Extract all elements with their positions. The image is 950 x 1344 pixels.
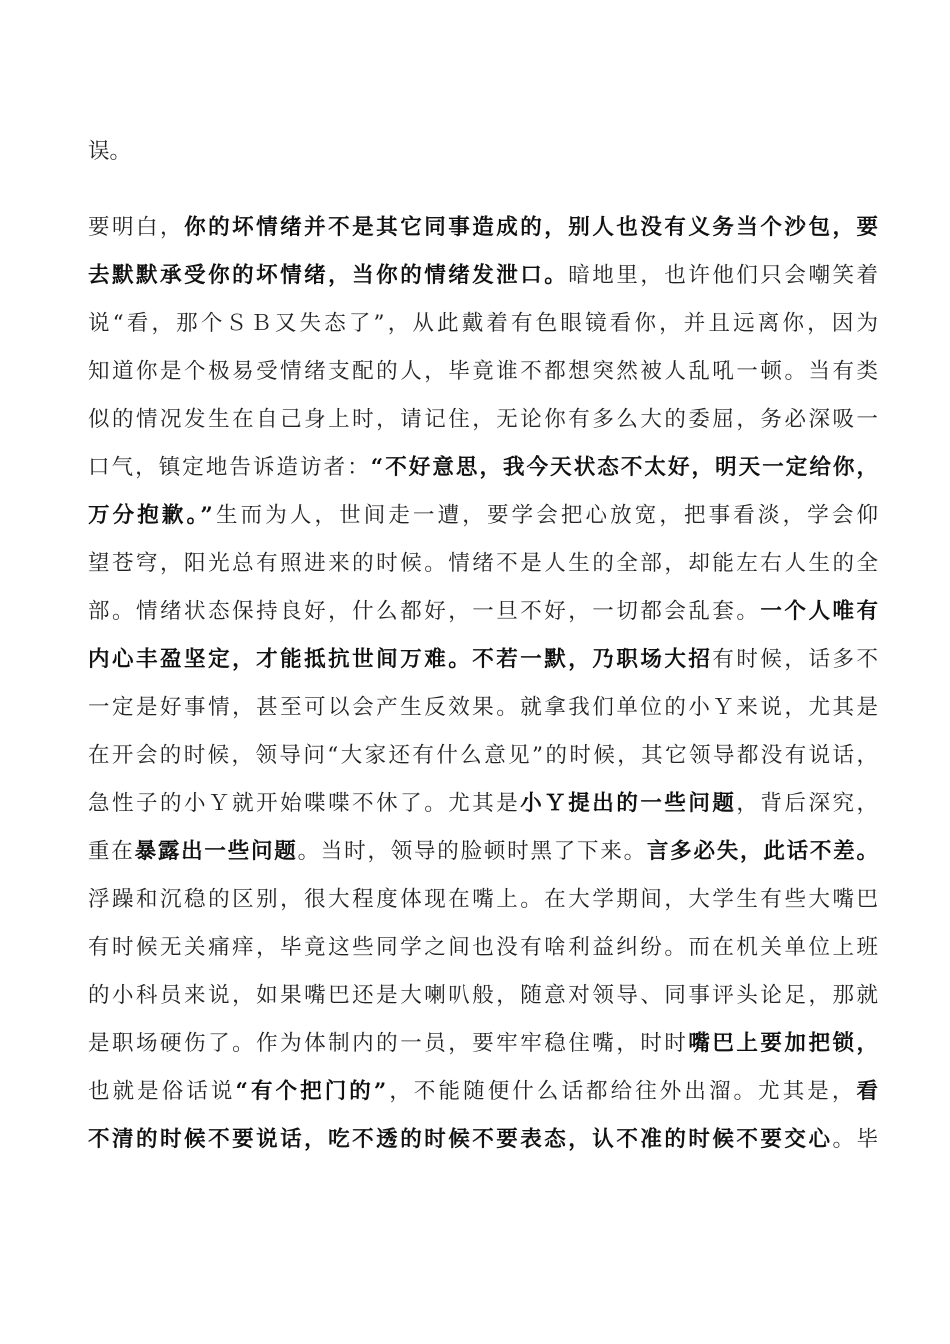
bold-text-segment: 小Ｙ提出的一些问题 bbox=[520, 791, 737, 816]
text-segment: 。毕 bbox=[832, 1127, 878, 1152]
text-segment: 误。 bbox=[88, 139, 132, 164]
text-line bbox=[88, 1024, 878, 1064]
text-segment: 生而为人，世间走一遭，要学会把心放宽，把事看淡，学会仰 bbox=[212, 503, 878, 528]
bold-text-segment: 言多必失，此话不差。 bbox=[646, 839, 878, 864]
text-line bbox=[88, 1072, 878, 1112]
text-line bbox=[88, 976, 878, 1016]
text-line bbox=[88, 256, 878, 296]
bold-text-segment: 万分抱歉。” bbox=[88, 503, 213, 528]
text-line bbox=[88, 592, 878, 632]
text-line bbox=[88, 784, 878, 824]
text-line bbox=[88, 544, 878, 584]
text-segment: 说“看，那个ＳＢ又失态了”，从此戴着有色眼镜看你，并且远离你，因为 bbox=[88, 311, 878, 336]
bold-text-segment: 内心丰盈坚定，才能抵抗世间万难。不若一默，乃职场大招 bbox=[88, 647, 713, 672]
text-segment: 似的情况发生在自己身上时，请记住，无论你有多么大的委屈，务必深吸一 bbox=[88, 407, 878, 432]
text-line bbox=[88, 400, 878, 440]
text-line bbox=[88, 304, 878, 344]
text-segment: 部。情绪状态保持良好，什么都好，一旦不好，一切都会乱套。 bbox=[88, 599, 761, 624]
text-segment: 有时候无关痛痒，毕竟这些同学之间也没有啥利益纠纷。而在机关单位上班 bbox=[88, 935, 878, 960]
text-segment: 的小科员来说，如果嘴巴还是大喇叭般，随意对领导、同事评头论足，那就 bbox=[88, 983, 878, 1008]
text-segment: 口气，镇定地告诉造访者： bbox=[88, 455, 371, 480]
text-line bbox=[88, 496, 878, 536]
text-segment: ，不能随便什么话都给往外出溜。尤其是， bbox=[386, 1079, 857, 1104]
bold-text-segment: 看 bbox=[856, 1079, 878, 1104]
text-segment: 有时候，话多不 bbox=[712, 647, 878, 672]
text-segment: 急性子的小Ｙ就开始喋喋不休了。尤其是 bbox=[88, 791, 521, 816]
text-line bbox=[88, 928, 878, 968]
text-segment: 暗地里，也许他们只会嘲笑着 bbox=[568, 263, 878, 288]
bold-text-segment: 你的坏情绪并不是其它同事造成的，别人也没有义务当个沙包，要 bbox=[184, 215, 878, 240]
bold-text-segment: 嘴巴上要加把锁， bbox=[688, 1031, 878, 1056]
text-segment: 重在 bbox=[88, 839, 135, 864]
text-line bbox=[88, 688, 878, 728]
text-line bbox=[88, 832, 878, 872]
text-line bbox=[88, 132, 878, 172]
text-segment: 要明白， bbox=[88, 215, 185, 240]
text-segment: 知道你是个极易受情绪支配的人，毕竟谁不都想突然被人乱吼一顿。当有类 bbox=[88, 359, 878, 384]
bold-text-segment: 去默默承受你的坏情绪，当你的情绪发泄口。 bbox=[88, 263, 569, 288]
bold-text-segment: 暴露出一些问题 bbox=[134, 839, 298, 864]
text-line bbox=[88, 352, 878, 392]
bold-text-segment: “不好意思，我今天状态不太好，明天一定给你， bbox=[370, 455, 878, 480]
text-line bbox=[88, 640, 878, 680]
text-line bbox=[88, 736, 878, 776]
text-line bbox=[88, 880, 878, 920]
text-segment: 望苍穹，阳光总有照进来的时候。情绪不是人生的全部，却能左右人生的全 bbox=[88, 551, 878, 576]
text-segment: 浮躁和沉稳的区别，很大程度体现在嘴上。在大学期间，大学生有些大嘴巴 bbox=[88, 887, 878, 912]
bold-text-segment: 不清的时候不要说话，吃不透的时候不要表态，认不准的时候不要交心 bbox=[88, 1127, 833, 1152]
text-segment: 一定是好事情，甚至可以会产生反效果。就拿我们单位的小Ｙ来说，尤其是 bbox=[88, 695, 878, 720]
text-segment: 也就是俗话说 bbox=[88, 1079, 236, 1104]
text-segment: 在开会的时候，领导问“大家还有什么意见”的时候，其它领导都没有说话， bbox=[88, 743, 878, 768]
text-line bbox=[88, 208, 878, 248]
bold-text-segment: 一个人唯有 bbox=[760, 599, 878, 624]
text-line bbox=[88, 448, 878, 488]
text-segment: ，背后深究， bbox=[736, 791, 878, 816]
text-segment: 。当时，领导的脸顿时黑了下来。 bbox=[297, 839, 647, 864]
text-segment: 是职场硬伤了。作为体制内的一员，要牢牢稳住嘴，时时 bbox=[88, 1031, 689, 1056]
text-line bbox=[88, 1120, 878, 1160]
bold-text-segment: “有个把门的” bbox=[235, 1079, 387, 1104]
